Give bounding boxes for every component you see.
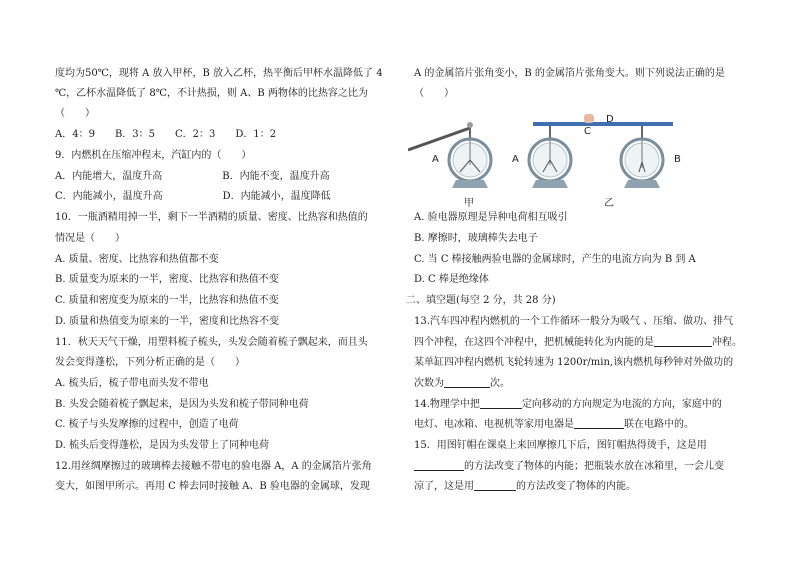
q14-blank-1[interactable] [480, 398, 522, 409]
left-line-2: ℃，乙杯水温降低了 8℃，不计热损，则 A、B 两物体的比热容之比为 [55, 88, 368, 99]
q15-line-3-pre: 凉了，这是用 [414, 481, 474, 492]
q12-option-c: C. 当 C 棒接触两验电器的金属球时，产生的电流方向为 B 到 A [414, 254, 696, 265]
q14-line-1-post: 定向移动的方向规定为电流的方向，家庭中的 [521, 399, 722, 410]
q14-line-2-pre: 电灯、电冰箱、电视机等家用电器是 [414, 419, 574, 430]
q14-line-2 [414, 418, 694, 431]
q10-stem-2: 情况是（ ） [55, 233, 125, 244]
q12-paren: （ ） [414, 88, 454, 99]
label-a-left: A [432, 154, 439, 165]
q11-option-b: B. 头发会随着梳子飘起来，是因为头发和梳子带同种电荷 [55, 399, 309, 410]
q13-blank-1[interactable] [654, 336, 712, 347]
q15-line-3 [414, 480, 636, 493]
q11-option-a: A. 梳头后，梳子带电而头发不带电 [55, 378, 209, 389]
q14-line-1-pre: 14.物理学中把 [414, 399, 480, 410]
q13-line-1: 13.汽车四冲程内燃机的一个工作循环一般分为吸气 、压缩、做功、排气 [414, 316, 734, 327]
q13-line-2 [414, 336, 742, 349]
q12-stem-2: 变大，如图甲所示。再用 C 棒去同时接触 A、B 验电器的金属球，发现 [55, 481, 370, 492]
q13-line-4-pre: 次数为 [414, 378, 444, 389]
q8-options: A．4：9 B．3：5 C．2：3 D．1：2 [55, 129, 277, 140]
q13-line-4-post: 次。 [490, 378, 510, 389]
q12-continued: A 的金属箔片张角变小，B 的金属箔片张角变大。则下列说法正确的是 [414, 68, 725, 79]
label-c: C [584, 126, 591, 137]
q12-option-a: A. 验电器原理是异种电荷相互吸引 [414, 212, 568, 223]
q10-option-b: B. 质量变为原来的一半，密度、比热容和热值不变 [55, 274, 279, 285]
q10-stem-1: 10．一瓶酒精用掉一半，剩下一半酒精的质量、密度、比热容和热值的 [55, 212, 368, 223]
caption-yi: 乙 [604, 198, 614, 209]
q12-option-b: B. 摩擦时，玻璃棒失去电子 [414, 233, 538, 244]
q13-line-3: 某单缸四冲程内燃机飞轮转速为 1200r/min,该内燃机每秒钟对外做功的 [414, 357, 734, 368]
hand-icon [584, 114, 594, 123]
q11-stem-1: 11．秋天天气干燥，用塑料梳子梳头，头发会随着梳子飘起来，而且头 [55, 337, 368, 348]
q15-line-1: 15．用图钉帽在课桌上来回摩擦几下后，图钉帽热得烫手，这是用 [414, 440, 707, 451]
q15-line-2-post: 的方法改变了物体的内能；把瓶装水放在冰箱里，一会儿变 [464, 461, 724, 472]
left-line-3: （ ） [55, 108, 95, 119]
q14-line-2-post: 联在电路中的。 [624, 419, 694, 430]
q14-blank-2[interactable] [574, 418, 624, 429]
label-b: B [674, 154, 681, 165]
q14-line-1 [414, 398, 722, 411]
left-line-1: 度均为50℃，现将 A 放入甲杯，B 放入乙杯，热平衡后甲杯水温降低了 4 [55, 68, 383, 79]
electroscope-figure [408, 110, 728, 210]
q13-blank-2[interactable] [444, 377, 490, 388]
q15-line-2 [414, 460, 724, 473]
q9-options-ab: A．内能增大，温度升高 B．内能不变，温度升高 [55, 171, 330, 182]
section-title-fill-in: 二、填空题(每空 2 分，共 28 分) [406, 295, 556, 306]
q13-line-4 [414, 377, 510, 390]
electroscope-right-icon [621, 126, 663, 188]
q11-option-d: D. 梳头后变得蓬松，是因为头发带上了同种电荷 [55, 440, 270, 451]
q10-option-d: D. 质量和热值变为原来的一半，密度和比热容不变 [55, 316, 280, 327]
q13-line-2-post: 冲程。 [712, 337, 742, 348]
label-d: D [606, 114, 614, 125]
q11-option-c: C. 梳子与头发摩擦的过程中，创造了电荷 [55, 419, 239, 430]
electroscope-middle-icon [529, 126, 571, 188]
q13-line-2-pre: 四个冲程，在这四个冲程中，把机械能转化为内能的是 [414, 337, 654, 348]
label-a-middle: A [512, 154, 519, 165]
q15-line-3-post: 的方法改变了物体的内能。 [516, 481, 636, 492]
q11-stem-2: 发会变得蓬松，下列分析正确的是（ ） [55, 357, 245, 368]
c-rod [533, 122, 673, 126]
caption-jia: 甲 [464, 198, 474, 209]
q15-blank-2[interactable] [474, 480, 516, 491]
q10-option-c: C. 质量和密度变为原来的一半，比热容和热值不变 [55, 295, 279, 306]
q9-stem: 9．内燃机在压缩冲程末，汽缸内的（ ） [55, 150, 252, 161]
q12-stem-1: 12.用丝绸摩擦过的玻璃棒去接触不带电的验电器 A，A 的金属箔片张角 [55, 461, 372, 472]
right-column [400, 0, 794, 562]
q12-option-d: D. C 棒是绝缘体 [414, 274, 489, 285]
q9-options-cd: C．内能减小，温度升高 D．内能减小，温度降低 [55, 191, 331, 202]
q10-option-a: A. 质量、密度、比热容和热值都不变 [55, 254, 219, 265]
q15-blank-1[interactable] [414, 460, 464, 471]
